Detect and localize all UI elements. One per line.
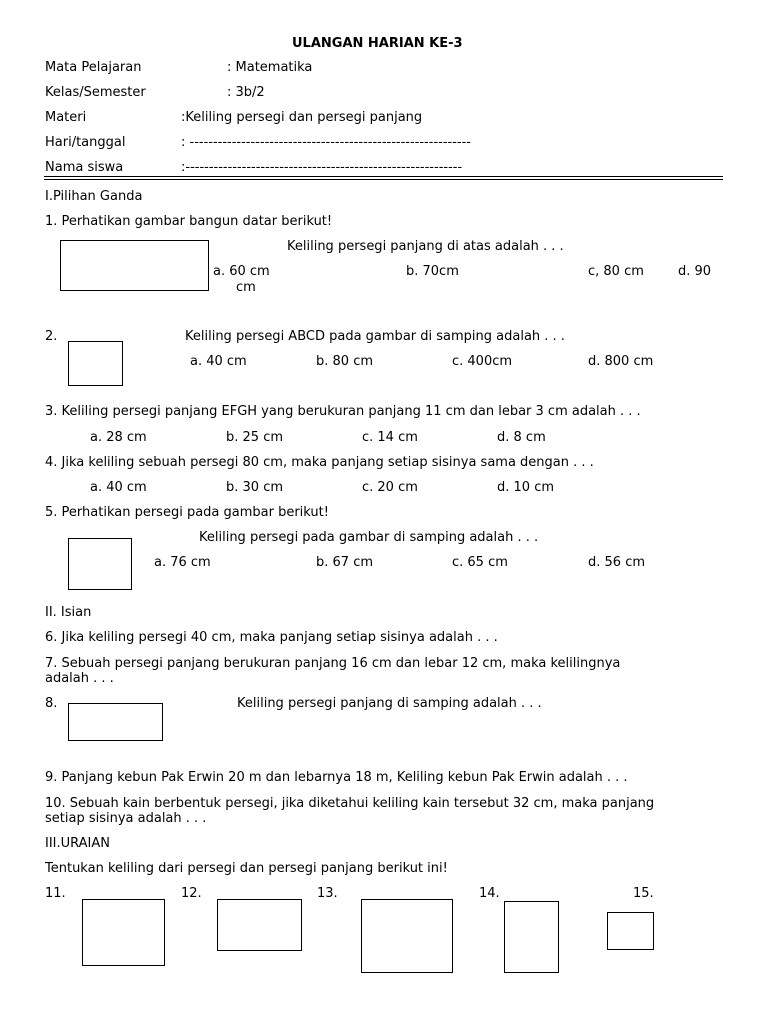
question-6-text: 6. Jika keliling persegi 40 cm, maka panjang setiap sisinya adalah . . . bbox=[45, 630, 498, 645]
question-14-number: 14. bbox=[479, 886, 500, 901]
question-5-option-a: a. 76 cm bbox=[154, 555, 211, 570]
field-value-topic: :Keliling persegi dan persegi panjang bbox=[181, 110, 423, 125]
question-2-prompt: Keliling persegi ABCD pada gambar di samping adalah . . . bbox=[185, 329, 565, 344]
field-value-class: : 3b/2 bbox=[227, 85, 265, 100]
question-2-option-b: b. 80 cm bbox=[316, 354, 374, 369]
question-7-text-line-1: 7. Sebuah persegi panjang berukuran panjang 16 cm dan lebar 12 cm, maka kelilingnya bbox=[45, 656, 621, 671]
field-value-date: : ------------------------------------------------------------ bbox=[181, 135, 471, 150]
question-1-option-b: b. 70cm bbox=[406, 264, 459, 279]
question-2-option-d: d. 800 cm bbox=[588, 354, 654, 369]
square-figure-q2 bbox=[68, 341, 123, 386]
question-1-text: 1. Perhatikan gambar bangun datar berikut! bbox=[45, 214, 333, 229]
question-5-text: 5. Perhatikan persegi pada gambar berikut! bbox=[45, 505, 329, 520]
question-3-text: 3. Keliling persegi panjang EFGH yang berukuran panjang 11 cm dan lebar 3 cm adalah . . . bbox=[45, 404, 641, 419]
rectangle-figure-q1 bbox=[60, 240, 209, 291]
question-1-option-c: c, 80 cm bbox=[588, 264, 644, 279]
question-11-number: 11. bbox=[45, 886, 66, 901]
question-2-option-c: c. 400cm bbox=[452, 354, 513, 369]
question-4-text: 4. Jika keliling sebuah persegi 80 cm, maka panjang setiap sisinya sama dengan . . . bbox=[45, 455, 594, 470]
question-13-number: 13. bbox=[317, 886, 338, 901]
question-3-option-c: c. 14 cm bbox=[362, 430, 418, 445]
field-label-name: Nama siswa bbox=[45, 160, 124, 175]
header-divider-bottom bbox=[44, 179, 723, 180]
question-5-prompt: Keliling persegi pada gambar di samping adalah . . . bbox=[199, 530, 539, 545]
field-label-class: Kelas/Semester bbox=[45, 85, 146, 100]
question-2-option-a: a. 40 cm bbox=[190, 354, 247, 369]
question-15-number: 15. bbox=[633, 886, 654, 901]
question-4-option-a: a. 40 cm bbox=[90, 480, 147, 495]
shape-figure-q14 bbox=[504, 901, 559, 973]
question-5-option-d: d. 56 cm bbox=[588, 555, 646, 570]
question-1-option-d: d. 90 bbox=[678, 264, 712, 279]
field-label-topic: Materi bbox=[45, 110, 87, 125]
field-label-subject: Mata Pelajaran bbox=[45, 60, 142, 75]
question-3-option-b: b. 25 cm bbox=[226, 430, 284, 445]
question-4-option-b: b. 30 cm bbox=[226, 480, 284, 495]
question-8-number: 8. bbox=[45, 696, 58, 711]
field-value-name: :----------------------------------------------------------- bbox=[181, 160, 463, 175]
question-8-prompt: Keliling persegi panjang di samping adalah . . . bbox=[237, 696, 542, 711]
question-1-option-a: a. 60 cm bbox=[213, 264, 270, 279]
field-value-subject: : Matematika bbox=[227, 60, 313, 75]
field-label-date: Hari/tanggal bbox=[45, 135, 126, 150]
question-5-option-c: c. 65 cm bbox=[452, 555, 508, 570]
question-2-number: 2. bbox=[45, 329, 58, 344]
section-title-essay: III.URAIAN bbox=[45, 836, 110, 851]
section-title-fill-in: II. Isian bbox=[45, 605, 92, 620]
question-4-option-d: d. 10 cm bbox=[497, 480, 555, 495]
question-7-text-line-2: adalah . . . bbox=[45, 671, 114, 686]
rectangle-figure-q8 bbox=[68, 703, 163, 741]
question-9-text: 9. Panjang kebun Pak Erwin 20 m dan lebarnya 18 m, Keliling kebun Pak Erwin adalah . . . bbox=[45, 770, 628, 785]
essay-instruction: Tentukan keliling dari persegi dan persegi panjang berikut ini! bbox=[45, 861, 448, 876]
page-title: ULANGAN HARIAN KE-3 bbox=[292, 36, 463, 51]
question-10-text-line-2: setiap sisinya adalah . . . bbox=[45, 811, 207, 826]
question-1-option-d-wrap: cm bbox=[236, 280, 256, 295]
question-1-prompt: Keliling persegi panjang di atas adalah . . . bbox=[287, 239, 564, 254]
question-3-option-d: d. 8 cm bbox=[497, 430, 546, 445]
square-figure-q5 bbox=[68, 538, 132, 590]
question-5-option-b: b. 67 cm bbox=[316, 555, 374, 570]
shape-figure-q11 bbox=[82, 899, 165, 966]
shape-figure-q15 bbox=[607, 912, 654, 950]
shape-figure-q12 bbox=[217, 899, 302, 951]
shape-figure-q13 bbox=[361, 899, 453, 973]
question-10-text-line-1: 10. Sebuah kain berbentuk persegi, jika diketahui keliling kain tersebut 32 cm, maka panjang bbox=[45, 796, 655, 811]
question-4-option-c: c. 20 cm bbox=[362, 480, 418, 495]
question-12-number: 12. bbox=[181, 886, 202, 901]
header-divider-top bbox=[44, 176, 723, 177]
section-title-multiple-choice: I.Pilihan Ganda bbox=[45, 189, 143, 204]
question-3-option-a: a. 28 cm bbox=[90, 430, 147, 445]
